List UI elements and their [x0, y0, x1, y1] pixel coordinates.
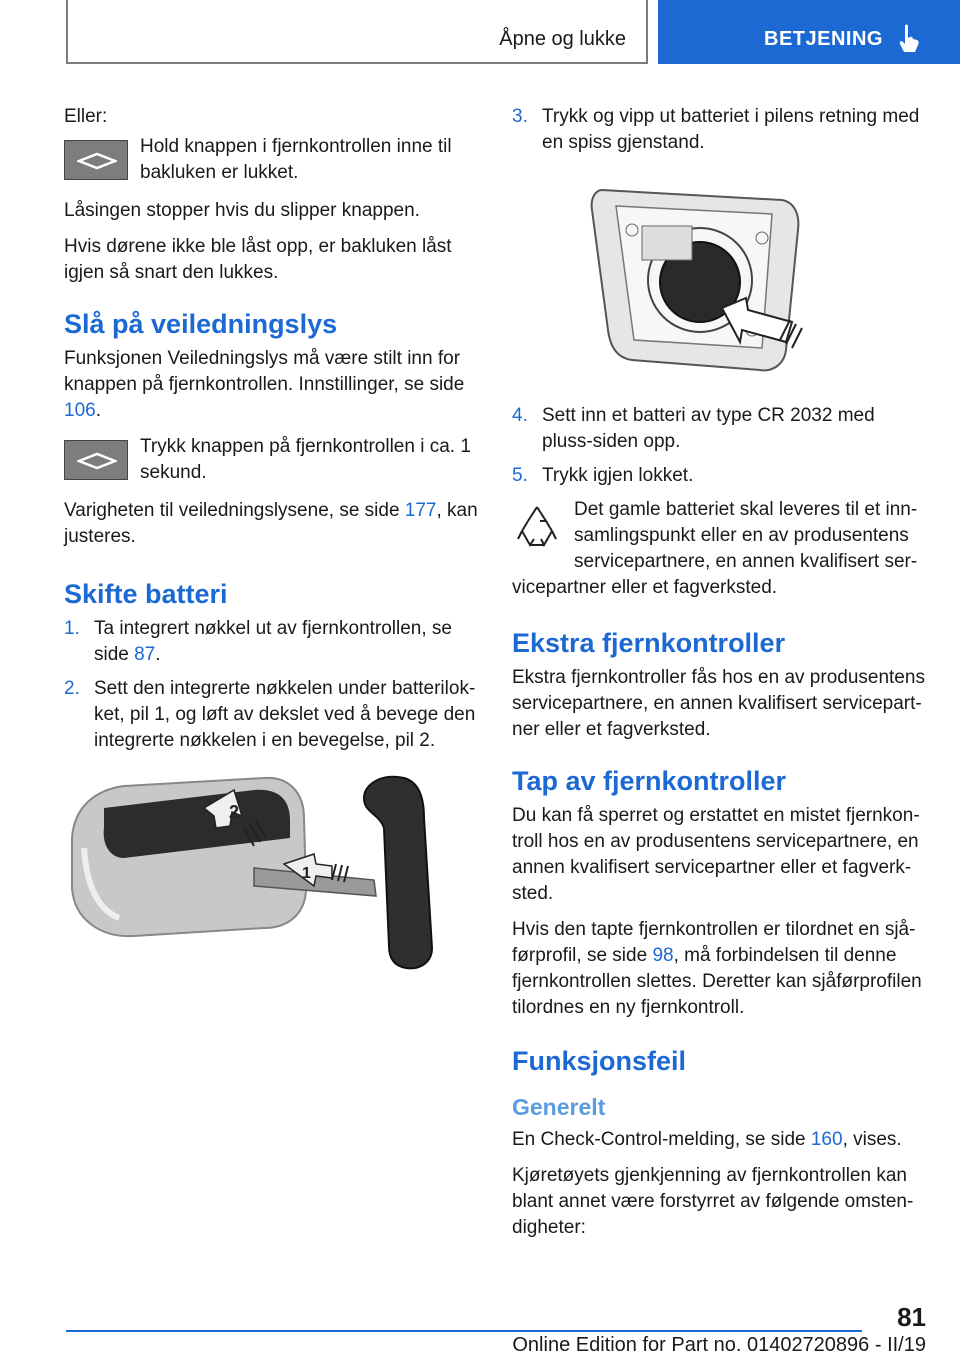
duration-paragraph — [64, 498, 478, 550]
step-number: 2. — [64, 678, 80, 699]
heading-general: Generelt — [512, 1094, 606, 1120]
hand-pointer-icon — [898, 24, 920, 54]
battery-tilt-illustration — [572, 170, 812, 380]
left-column — [64, 104, 478, 993]
header-chapter-tab — [658, 0, 960, 64]
header-left-box — [66, 0, 648, 64]
heading-malfunction: Funksjonsfeil — [512, 1046, 687, 1076]
arrow-label-2: 2 — [229, 802, 240, 822]
guide-light-text: Funksjonen Veiledningslys må være stilt inn for knappen på fjernkontrollen. Innstillinger, se side — [64, 348, 465, 395]
duration-text-end: , kan justeres. — [64, 500, 478, 547]
extra-remotes-paragraph: Ekstra fjernkontroller fås hos en av produsentens servicepartnere, en annen kvalifisert servicepartner eller et fagverksted. — [512, 667, 925, 740]
hold-instruction — [64, 134, 478, 186]
heading-guide-light: Slå på veiledningslys — [64, 309, 338, 339]
page-link-98[interactable]: 98 — [652, 945, 674, 966]
key-removal-illustration — [64, 768, 478, 988]
battery-steps-right-b — [512, 403, 928, 489]
battery-steps-left — [64, 616, 478, 754]
key-removal-figure — [64, 768, 478, 993]
step-text: Sett inn et batteri av type CR 2032 med pluss-siden opp. — [542, 405, 875, 452]
heading-extra-remotes: Ekstra fjernkontroller — [512, 628, 786, 658]
press-text: Trykk knappen på fjernkontrollen i ca. 1 sekund. — [140, 436, 471, 483]
lost-remote-text-end: , må forbindelsen til denne fjernkontrollen slettes. Deretter kan sjåførprofilen tilordnes en ny fjernkontroll. — [512, 945, 922, 1018]
step-text: Sett den integrerte nøkkelen under batterilokket, pil 1, og løft av dekslet ved å bevege den integrerte nøkkelen i en bevegelse, pil 2. — [94, 678, 476, 751]
recognition-paragraph: Kjøretøyets gjenkjenning av fjernkontrollen kan blant annet være forstyrret av følgende omstendigheter: — [512, 1165, 914, 1238]
header-section-title: Åpne og lukke — [499, 28, 626, 50]
step-5 — [512, 463, 928, 489]
recycle-text-cont: vicepartner eller et fagverksted. — [512, 577, 778, 598]
check-control-text-end: , vises. — [842, 1129, 902, 1150]
remote-button-icon — [64, 440, 128, 480]
heading-lost-remote: Tap av fjernkontroller — [512, 766, 787, 796]
step-number: 3. — [512, 106, 528, 127]
recycle-icon — [512, 501, 562, 551]
step-number: 1. — [64, 618, 80, 639]
step-4 — [512, 403, 928, 455]
page-link-87[interactable]: 87 — [134, 644, 156, 665]
footer-edition: Online Edition for Part no. 01402720896 - II/19 — [512, 1334, 926, 1356]
duration-text: Varigheten til veiledningslysene, se side — [64, 500, 405, 521]
press-instruction — [64, 434, 478, 486]
step-3 — [512, 104, 928, 156]
lost-remote-text: Hvis den tapte fjernkontrollen er tilordnet en sjåførprofil, se side — [512, 919, 916, 966]
step-text: Trykk igjen lokket. — [542, 465, 694, 486]
page-link-160[interactable]: 160 — [810, 1129, 843, 1150]
header-chapter-title: BETJENING — [764, 28, 883, 50]
step-text: Trykk og vipp ut batteriet i pilens retning med en spiss gjenstand. — [542, 106, 920, 153]
step-2 — [64, 676, 478, 754]
page-link-106[interactable]: 106 — [64, 400, 96, 421]
remote-button-icon — [64, 140, 128, 180]
arrow-label-1: 1 — [302, 865, 311, 882]
stop-paragraph: Låsingen stopper hvis du slipper knappen. — [64, 200, 420, 221]
hold-text: Hold knappen i fjernkontrollen inne til bakluken er lukket. — [140, 136, 452, 183]
check-control-paragraph — [512, 1127, 928, 1153]
eller-label: Eller: — [64, 106, 108, 127]
locked-paragraph: Hvis dørene ikke ble låst opp, er bakluken låst igjen så snart den lukkes. — [64, 236, 452, 283]
step-number: 4. — [512, 405, 528, 426]
battery-steps-right-a — [512, 104, 928, 156]
battery-figure — [572, 170, 928, 385]
period: . — [95, 400, 101, 421]
page-number: 81 — [897, 1302, 926, 1332]
recycle-text: Det gamle batteriet skal leveres til et innsamlingspunkt eller en av produsentens servicepartnere, en annen kvalifisert ser- — [574, 499, 918, 572]
footer-divider — [66, 1330, 862, 1332]
check-control-text: En Check-Control-melding, se side — [512, 1129, 811, 1150]
page-link-177[interactable]: 177 — [404, 500, 437, 521]
right-column — [512, 104, 928, 1251]
step-text: Ta integrert nøkkel ut av fjernkontrollen, se side 87. — [94, 618, 453, 665]
guide-light-paragraph — [64, 346, 478, 424]
step-number: 5. — [512, 465, 528, 486]
lost-remote-paragraph-2 — [512, 917, 928, 1021]
heading-change-battery: Skifte batteri — [64, 579, 228, 609]
step-1 — [64, 616, 478, 668]
recycle-note — [512, 497, 928, 575]
lost-remote-paragraph-1: Du kan få sperret og erstattet en mistet fjernkontroll hos en av produsentens servicepartnere, en annen kvalifisert servicepartner eller et fagverksted. — [512, 805, 920, 904]
